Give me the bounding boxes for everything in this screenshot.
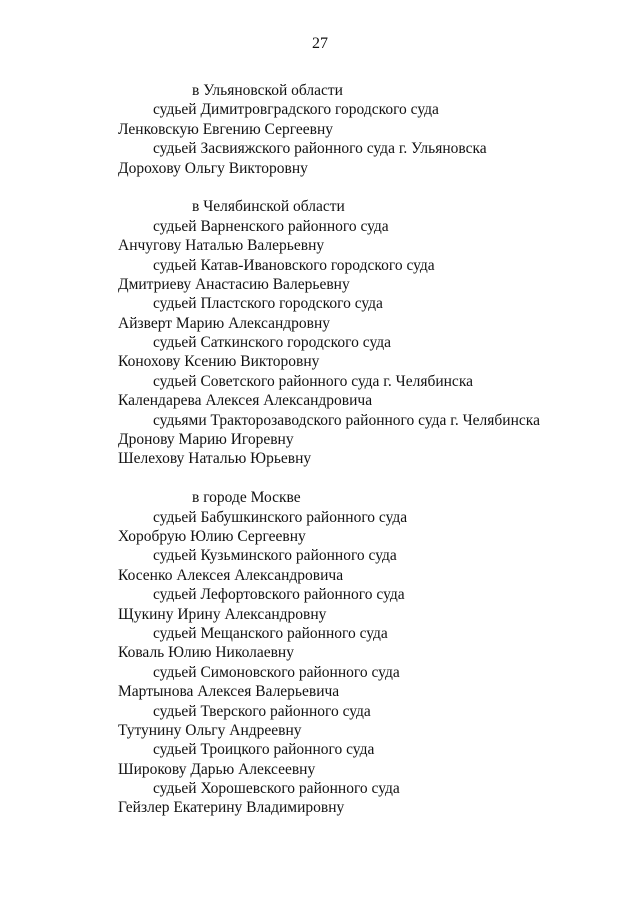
person-line: Ленковскую Евгению Сергеевну: [118, 120, 333, 138]
section-moscow: [0, 488, 640, 818]
court-line: судьей Кузьминского районного суда: [153, 547, 397, 565]
person-line: Дорохову Ольгу Викторовну: [118, 159, 308, 177]
section-ulyanovsk: [0, 81, 640, 178]
court-line: судьей Тверского районного суда: [153, 702, 371, 720]
person-line: Дронову Марию Игоревну: [118, 431, 294, 449]
person-line: Календарева Алексея Александровича: [118, 392, 373, 410]
person-line: Косенко Алексея Александровича: [118, 566, 344, 584]
court-line: судьей Лефортовского районного суда: [153, 586, 405, 604]
person-line: Хоробрую Юлию Сергеевну: [118, 527, 306, 545]
person-line: Конохову Ксению Викторовну: [118, 353, 320, 371]
person-line: Дмитриеву Анастасию Валерьевну: [118, 275, 350, 293]
court-line: судьей Варненского районного суда: [153, 217, 389, 235]
section-chelyabinsk: [0, 197, 640, 468]
document-body: [0, 81, 640, 818]
court-line: судьей Засвияжского районного суда г. Ульяновска: [153, 140, 487, 158]
court-line: судьей Саткинского городского суда: [153, 334, 391, 352]
region-heading: в Челябинской области: [192, 198, 345, 216]
page-number: 27: [312, 35, 328, 52]
court-line: судьей Хорошевского районного суда: [153, 780, 400, 798]
region-heading: в городе Москве: [192, 489, 301, 507]
person-line: Тутунину Ольгу Андреевну: [118, 721, 302, 739]
court-line: судьей Пластского городского суда: [153, 295, 383, 313]
section-spacer: [0, 178, 640, 197]
court-line: судьей Советского районного суда г. Челябинска: [153, 372, 473, 390]
court-line: судьей Катав-Ивановского городского суда: [153, 256, 435, 274]
court-line: судьей Троицкого районного суда: [153, 741, 375, 759]
person-line: Шелехову Наталью Юрьевну: [118, 450, 312, 468]
person-line: Мартынова Алексея Валерьевича: [118, 683, 340, 701]
court-line: судьями Тракторозаводского районного суда г. Челябинска: [153, 411, 540, 429]
person-line: Щукину Ирину Александровну: [118, 605, 327, 623]
person-line: Айзверт Марию Александровну: [118, 314, 331, 332]
court-line: судьей Димитровградского городского суда: [153, 101, 439, 119]
person-line: Анчугову Наталью Валерьевну: [118, 237, 325, 255]
court-line: судьей Бабушкинского районного суда: [153, 508, 408, 526]
region-heading: в Ульяновской области: [192, 82, 343, 99]
court-line: судьей Мещанского районного суда: [153, 624, 388, 642]
person-line: Широкову Дарью Алексеевну: [118, 760, 316, 778]
person-line: Гейзлер Екатерину Владимировну: [118, 799, 345, 817]
person-line: Коваль Юлию Николаевну: [118, 644, 294, 662]
court-line: судьей Симоновского районного суда: [153, 663, 400, 681]
section-spacer: [0, 469, 640, 488]
